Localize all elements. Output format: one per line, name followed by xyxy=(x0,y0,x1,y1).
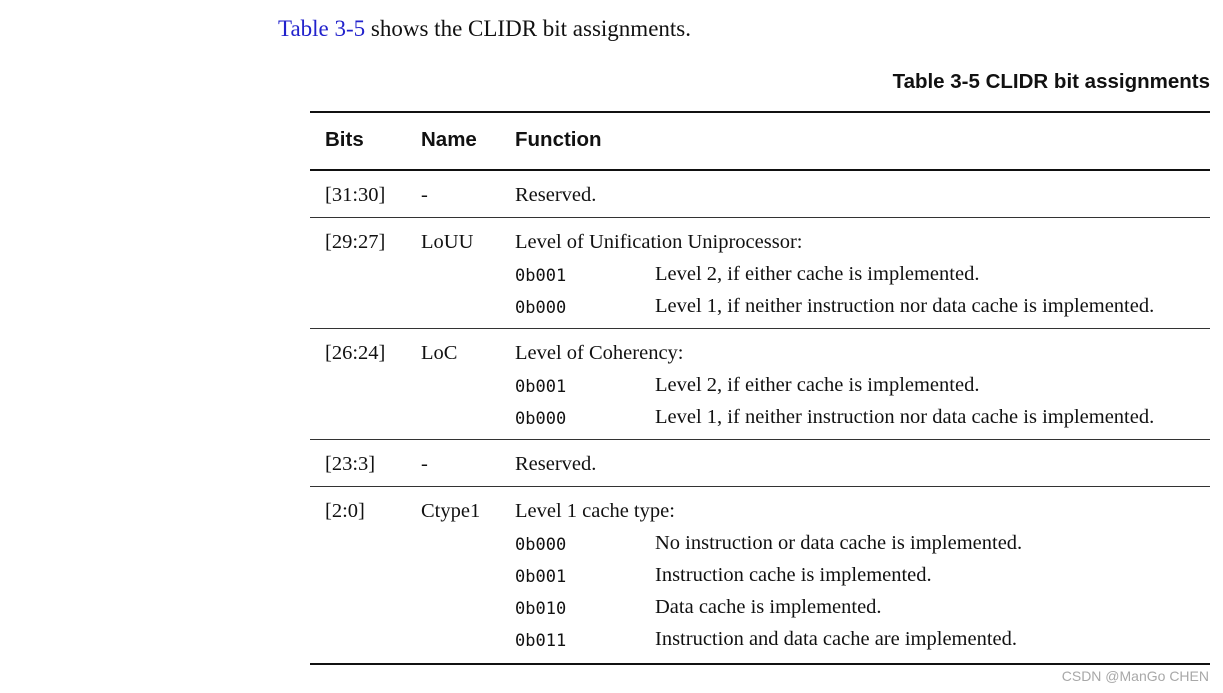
encoding-description: Level 1, if neither instruction nor data cache is implemented. xyxy=(655,295,1155,317)
encoding-description: Instruction and data cache are implemented. xyxy=(655,628,1018,650)
encoding-description: Instruction cache is implemented. xyxy=(655,564,932,586)
header-row xyxy=(310,112,1210,170)
function-description: Reserved. xyxy=(515,184,597,206)
encoding-value: 0b001 xyxy=(515,377,567,397)
encoding-description: Level 2, if either cache is implemented. xyxy=(655,263,980,285)
encoding-row xyxy=(515,591,1210,623)
encoding-value: 0b001 xyxy=(515,567,567,587)
table-row xyxy=(310,329,1210,440)
table-row xyxy=(310,170,1210,218)
cell-function xyxy=(500,440,1210,487)
cell-function xyxy=(500,329,1210,440)
table-header xyxy=(310,112,1210,170)
cell-name: LoC xyxy=(406,329,500,440)
header-bits: Bits xyxy=(310,112,406,170)
encoding-value: 0b000 xyxy=(515,409,567,429)
header-function: Function xyxy=(500,112,1210,170)
function-description: Level of Coherency: xyxy=(515,342,684,364)
cell-bits: [29:27] xyxy=(310,218,406,329)
table-row xyxy=(310,440,1210,487)
encoding-value: 0b001 xyxy=(515,266,567,286)
function-description: Level of Unification Uniprocessor: xyxy=(515,231,803,253)
cell-name: LoUU xyxy=(406,218,500,329)
intro-paragraph xyxy=(278,14,691,44)
encoding-description: Level 2, if either cache is implemented. xyxy=(655,374,980,396)
encoding-description: Level 1, if neither instruction nor data cache is implemented. xyxy=(655,406,1155,428)
encoding-row xyxy=(515,401,1210,433)
encoding-value: 0b000 xyxy=(515,535,567,555)
cell-bits: [31:30] xyxy=(310,170,406,218)
encoding-row xyxy=(515,559,1210,591)
clidr-table xyxy=(310,111,1210,665)
table-row xyxy=(310,218,1210,329)
cell-function xyxy=(500,487,1210,665)
encoding-row xyxy=(515,623,1210,655)
cell-bits: [23:3] xyxy=(310,440,406,487)
encoding-description: Data cache is implemented. xyxy=(655,596,882,618)
cell-bits: [26:24] xyxy=(310,329,406,440)
cell-function xyxy=(500,170,1210,218)
function-description: Reserved. xyxy=(515,453,597,475)
cell-bits: [2:0] xyxy=(310,487,406,665)
encoding-row xyxy=(515,290,1210,322)
encoding-value: 0b011 xyxy=(515,631,567,651)
table-caption: Table 3-5 CLIDR bit assignments xyxy=(892,70,1210,93)
encoding-value: 0b000 xyxy=(515,298,567,318)
function-description: Level 1 cache type: xyxy=(515,500,675,522)
encoding-row xyxy=(515,258,1210,290)
watermark: CSDN @ManGo CHEN xyxy=(1061,668,1209,684)
table-body xyxy=(310,170,1210,664)
cell-name: - xyxy=(406,170,500,218)
encoding-row xyxy=(515,369,1210,401)
cell-function xyxy=(500,218,1210,329)
encoding-value: 0b010 xyxy=(515,599,567,619)
cell-name: - xyxy=(406,440,500,487)
encoding-description: No instruction or data cache is implemented. xyxy=(655,532,1023,554)
cell-name: Ctype1 xyxy=(406,487,500,665)
header-name: Name xyxy=(406,112,500,170)
intro-text: shows the CLIDR bit assignments. xyxy=(365,16,692,41)
encoding-row xyxy=(515,527,1210,559)
table-row xyxy=(310,487,1210,665)
table-reference-link[interactable]: Table 3-5 xyxy=(278,16,366,41)
